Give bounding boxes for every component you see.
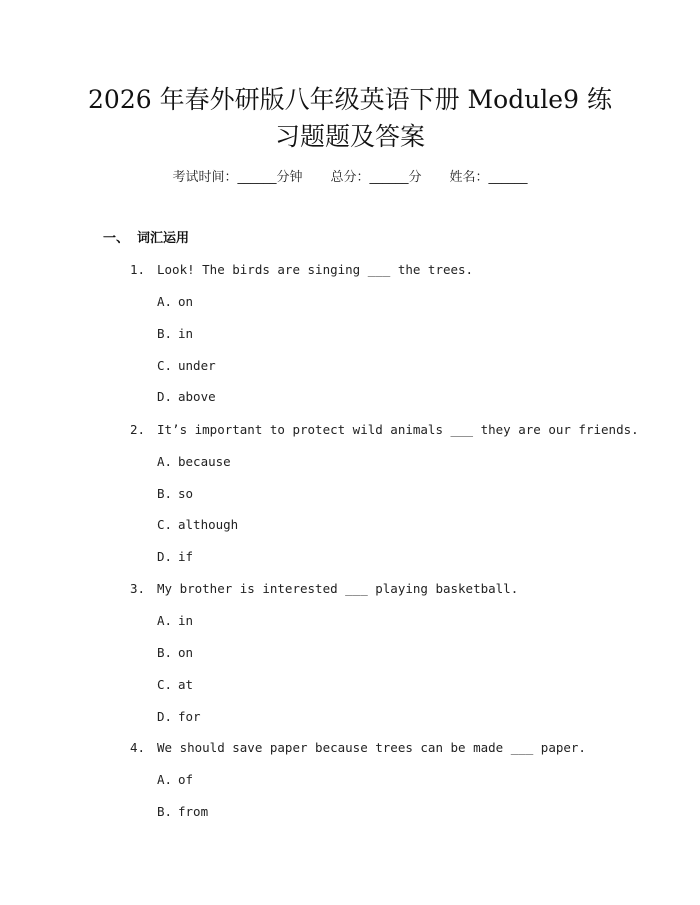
option-1b xyxy=(157,324,193,344)
option-letter: A. xyxy=(157,454,173,469)
question-number: 4. xyxy=(130,740,146,755)
exam-info xyxy=(0,168,700,188)
question-3 xyxy=(130,579,518,599)
option-text: in xyxy=(178,613,194,628)
option-2c xyxy=(157,515,238,535)
option-3c xyxy=(157,675,193,695)
option-letter: B. xyxy=(157,326,173,341)
option-4a xyxy=(157,770,193,790)
option-letter: B. xyxy=(157,645,173,660)
option-letter: D. xyxy=(157,709,173,724)
option-text: in xyxy=(178,326,194,341)
question-4 xyxy=(130,738,586,758)
option-text: if xyxy=(178,549,194,564)
option-letter: A. xyxy=(157,772,173,787)
option-letter: B. xyxy=(157,804,173,819)
question-number: 2. xyxy=(130,422,146,437)
option-letter: C. xyxy=(157,677,173,692)
option-text: above xyxy=(178,389,216,404)
option-1a xyxy=(157,292,193,312)
question-text: My brother is interested ___ playing basketball. xyxy=(157,581,519,596)
option-3a xyxy=(157,611,193,631)
option-2d xyxy=(157,547,193,567)
option-letter: B. xyxy=(157,486,173,501)
option-text: for xyxy=(178,709,201,724)
option-text: because xyxy=(178,454,231,469)
question-text: It’s important to protect wild animals ___ they are our friends. xyxy=(157,422,639,437)
option-4b xyxy=(157,802,208,822)
question-number: 3. xyxy=(130,581,146,596)
option-text: from xyxy=(178,804,209,819)
document-title-line-2: 习题题及答案 xyxy=(274,122,425,151)
option-2a xyxy=(157,452,231,472)
section-heading xyxy=(103,229,189,249)
option-letter: A. xyxy=(157,294,173,309)
option-letter: D. xyxy=(157,389,173,404)
option-letter: A. xyxy=(157,613,173,628)
question-1 xyxy=(130,260,473,280)
option-text: at xyxy=(178,677,194,692)
option-3b xyxy=(157,643,193,663)
question-number: 1. xyxy=(130,262,146,277)
option-letter: C. xyxy=(157,517,173,532)
option-letter: C. xyxy=(157,358,173,373)
option-text: so xyxy=(178,486,194,501)
option-text: on xyxy=(178,645,194,660)
student-name-field: 姓名：______ xyxy=(449,170,528,185)
option-2b xyxy=(157,484,193,504)
question-2 xyxy=(130,420,639,440)
option-text: on xyxy=(178,294,194,309)
option-1d xyxy=(157,387,216,407)
question-text: Look! The birds are singing ___ the trees. xyxy=(157,262,474,277)
document-title-line-1: 2026 年春外研版八年级英语下册 Module9 练 xyxy=(88,85,612,114)
section-title: 词汇运用 xyxy=(137,231,190,246)
option-3d xyxy=(157,707,201,727)
option-text: under xyxy=(178,358,216,373)
option-letter: D. xyxy=(157,549,173,564)
option-text: of xyxy=(178,772,194,787)
option-text: although xyxy=(178,517,239,532)
exam-time-field: 考试时间：______分钟 xyxy=(172,170,303,185)
section-number: 一、 xyxy=(103,231,130,246)
option-1c xyxy=(157,356,216,376)
question-text: We should save paper because trees can be made ___ paper. xyxy=(157,740,586,755)
total-score-field: 总分：______分 xyxy=(330,170,422,185)
